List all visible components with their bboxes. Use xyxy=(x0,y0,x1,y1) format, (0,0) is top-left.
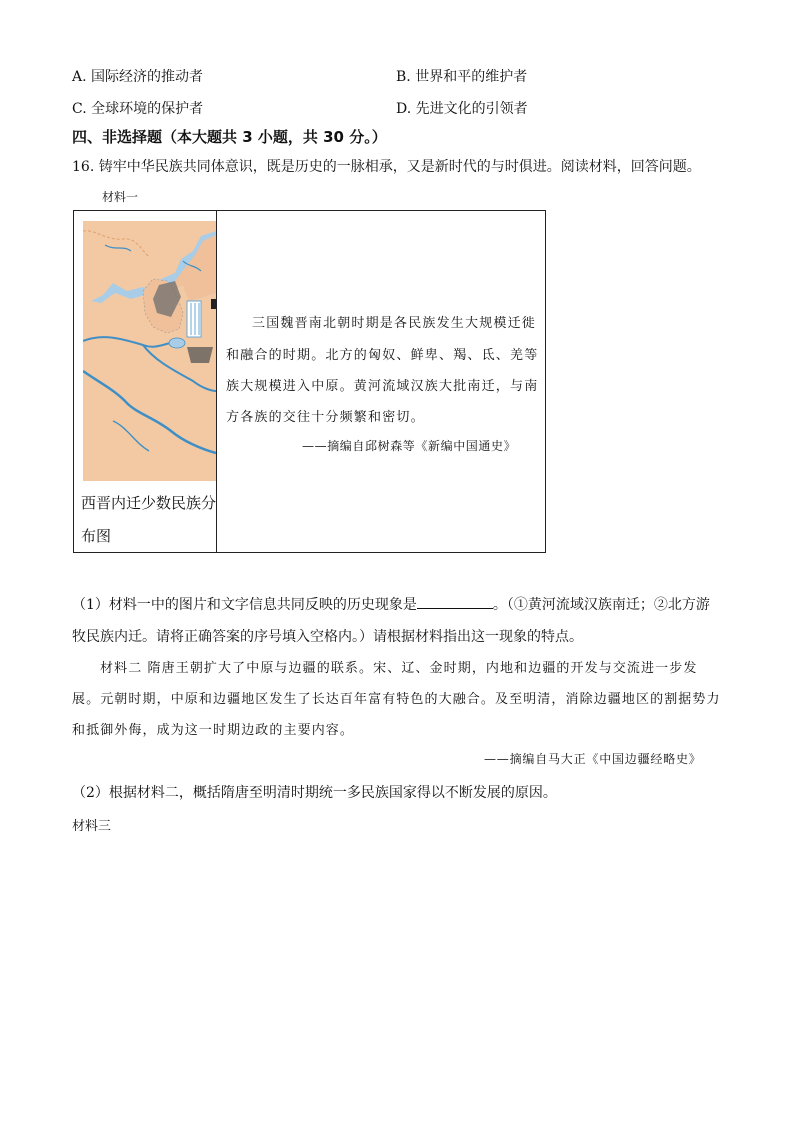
q1-line2: 牧民族内迁。请将正确答案的序号填入空格内。）请根据材料指出这一现象的特点。 xyxy=(72,629,583,645)
q2-text: （2）根据材料二，概括隋唐至明清时期统一多民族国家得以不断发展的原因。 xyxy=(72,785,557,801)
material2-line1: 材料二 隋唐王朝扩大了中原与边疆的联系。宋、辽、金时期，内地和边疆的开发与交流进一步发 xyxy=(100,661,698,676)
material2-line2: 展。元朝时期，中原和边疆地区发生了长达百年富有特色的大融合。及至明清，消除边疆地区的割据势力 xyxy=(72,692,721,707)
material1-divider xyxy=(216,210,217,553)
q1-line1 xyxy=(72,594,710,614)
material1-source: ——摘编自邱树森等《新编中国通史》 xyxy=(302,439,517,453)
q1-part2: 。（①黄河流域汉族南迁；②北方游 xyxy=(492,597,710,613)
section-title: 四、非选择题（本大题共 3 小题，共 30 分。） xyxy=(72,128,387,146)
material2-source: ——摘编自马大正《中国边疆经略史》 xyxy=(484,752,702,766)
map-caption-line2: 布图 xyxy=(81,527,112,545)
answer-blank[interactable] xyxy=(417,596,493,609)
map-caption-line1: 西晋内迁少数民族分 xyxy=(81,494,217,512)
material1-text-line2: 和融合的时期。北方的匈奴、鲜卑、羯、氐、羌等 xyxy=(226,348,539,363)
question-16-stem: 16. 铸牢中华民族共同体意识，既是历史的一脉相承，又是新时代的与时俱进。阅读材料，回答问题。 xyxy=(72,159,701,175)
q1-part1: （1）材料一中的图片和文字信息共同反映的历史现象是 xyxy=(72,597,417,613)
material2-line3: 和抵御外侮，成为这一时期边政的主要内容。 xyxy=(72,723,355,738)
map-image xyxy=(83,221,216,481)
material3-label: 材料三 xyxy=(72,819,112,834)
material1-label: 材料一 xyxy=(102,190,139,204)
material1-text-line4: 方各族的交往十分频繁和密切。 xyxy=(226,410,425,425)
material1-text-line1: 三国魏晋南北朝时期是各民族发生大规模迁徙 xyxy=(252,316,537,331)
option-d: D. 先进文化的引领者 xyxy=(396,101,528,117)
option-b: B. 世界和平的维护者 xyxy=(396,69,528,85)
option-a: A. 国际经济的推动者 xyxy=(72,69,204,85)
material1-text-line3: 族大规模进入中原。黄河流域汉族大批南迁，与南 xyxy=(226,379,539,394)
option-c: C. 全球环境的保护者 xyxy=(72,101,204,117)
